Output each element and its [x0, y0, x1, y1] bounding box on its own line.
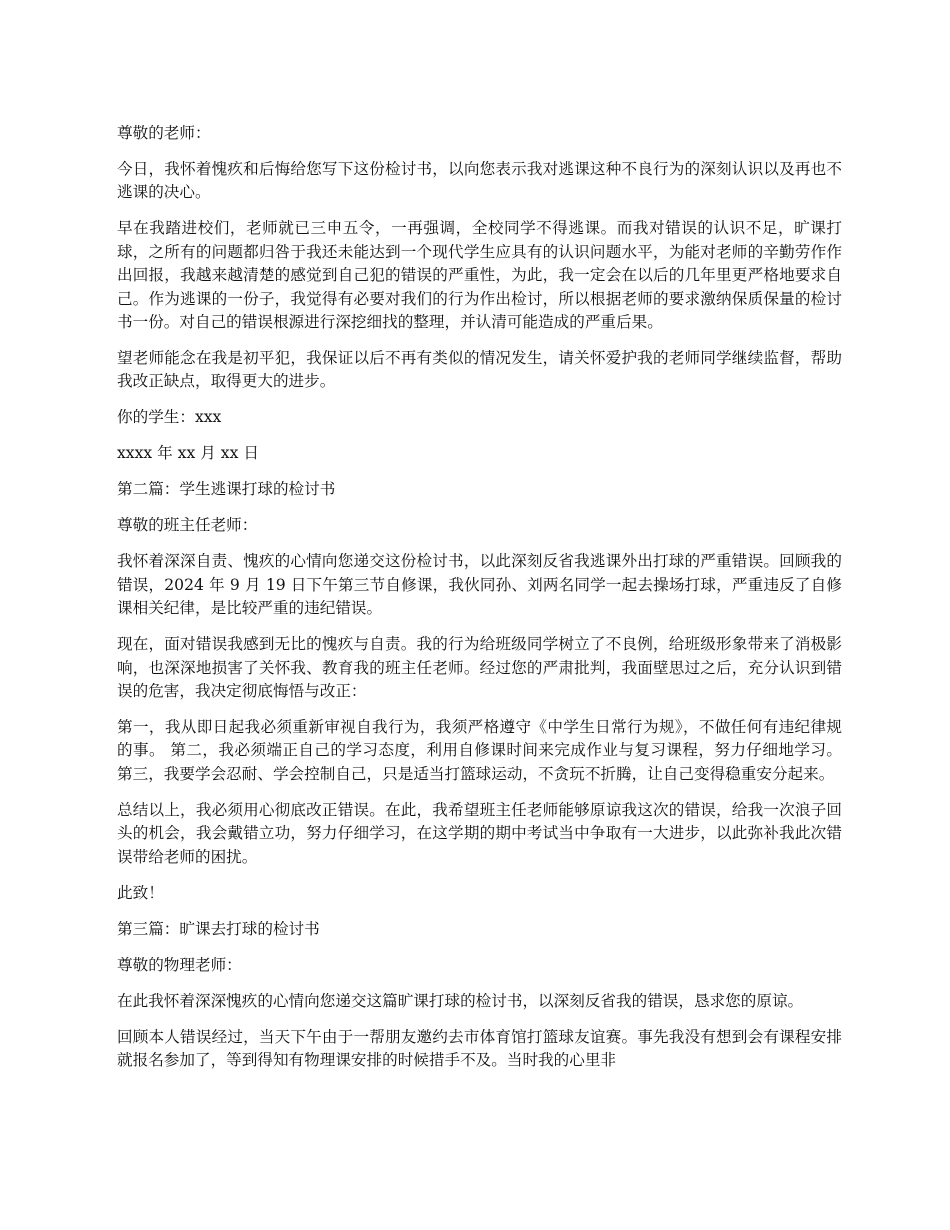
- paragraph: 回顾本人错误经过，当天下午由于一帮朋友邀约去市体育馆打篮球友谊赛。事先我没有想到会有课程安排就报名参加了，等到得知有物理课安排的时候措手不及。当时我的心里非: [117, 1027, 842, 1070]
- salutation: 尊敬的班主任老师：: [117, 516, 258, 535]
- paragraph: 第一，我从即日起我必须重新审视自我行为，我须严格遵守《中学生日常行为规》，不做任何有违纪律规的事。 第二，我必须端正自己的学习态度，利用自修课时间来完成作业与复习课程，努力仔细地学习。 第三，我要学会忍耐、学会控制自己，只是适当打篮球运动，不贪玩不折腾，让自己变得稳重安分起来。: [117, 718, 842, 783]
- paragraph: 总结以上，我必须用心彻底改正错误。在此，我希望班主任老师能够原谅我这次的错误，给我一次浪子回头的机会，我会戴错立功，努力仔细学习，在这学期的期中考试当中争取有一大进步，以此弥补我此次错误带给老师的困扰。: [117, 800, 842, 866]
- section-title: 第二篇：学生逃课打球的检讨书: [117, 480, 336, 499]
- paragraph: 在此我怀着深深愧疚的心情向您递交这篇旷课打球的检讨书，以深刻反省我的错误，恳求您的原谅。: [117, 991, 804, 1010]
- paragraph: 望老师能念在我是初平犯，我保证以后不再有类似的情况发生，请关怀爱护我的老师同学继续监督，帮助我改正缺点，取得更大的进步。: [117, 349, 842, 391]
- paragraph: 早在我踏进校们，老师就已三申五令，一再强调，全校同学不得逃课。而我对错误的认识不足，旷课打球，之所有的问题都归咎于我还未能达到一个现代学生应具有的认识问题水平，为能对老师的辛勤劳作作出回报，我越来越清楚的感觉到自己犯的错误的严重性，为此，我一定会在以后的几年里更严格地要求自己。作为逃课的一份子，我觉得有必要对我们的行为作出检讨，所以根据老师的要求激纳保质保量的检讨书一份。对自己的错误根源进行深挖细找的整理，并认清可能造成的严重后果。: [117, 219, 842, 332]
- document-page: [117, 122, 842, 1085]
- section-title: 第三篇：旷课去打球的检讨书: [117, 919, 320, 938]
- paragraph: 我怀着深深自责、愧疚的心情向您递交这份检讨书，以此深刻反省我逃课外出打球的严重错误。回顾我的错误，2024 年 9 月 19 日下午第三节自修课，我伙同孙、刘两名同学一起去操场打球，严重违反了自修课相关纪律，是比较严重的违纪错误。: [117, 552, 842, 618]
- date-line: xxxx 年 xx 月 xx 日: [117, 444, 259, 463]
- signature-line: 你的学生：xxx: [117, 408, 222, 427]
- paragraph: 现在，面对错误我感到无比的愧疚与自责。我的行为给班级同学树立了不良例，给班级形象带来了消极影响，也深深地损害了关怀我、教育我的班主任老师。经过您的严肃批判，我面壁思过之后，充分认识到错误的危害，我决定彻底悔悟与改正：: [117, 635, 842, 701]
- salutation: 尊敬的物理老师：: [117, 955, 242, 974]
- closing: 此致！: [117, 883, 164, 902]
- salutation: 尊敬的老师：: [117, 124, 211, 142]
- paragraph: 今日，我怀着愧疚和后悔给您写下这份检讨书，以向您表示我对逃课这种不良行为的深刻认识以及再也不逃课的决心。: [117, 160, 842, 202]
